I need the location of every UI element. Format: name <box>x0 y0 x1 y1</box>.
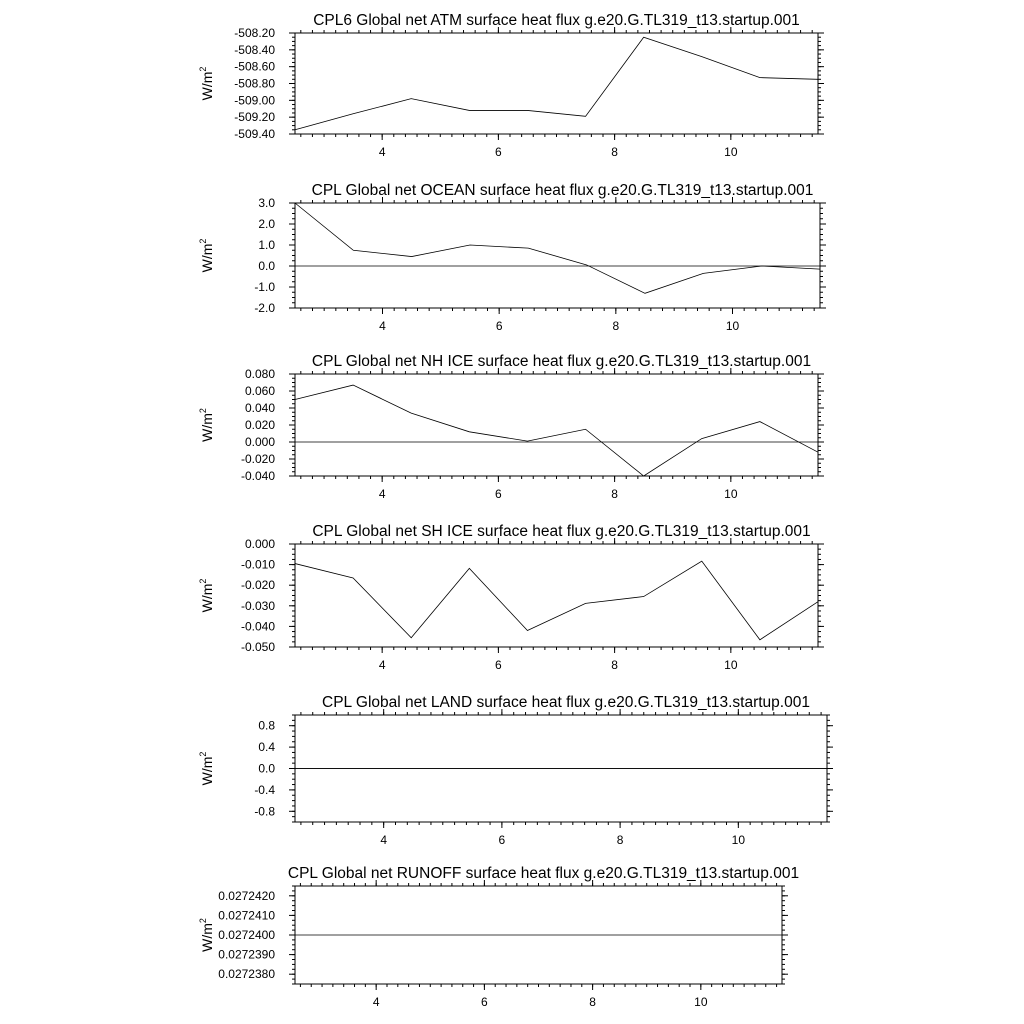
y-tick-label: 0.000 <box>244 435 275 449</box>
plot-frame <box>295 203 820 308</box>
data-series-line <box>295 385 818 476</box>
x-tick-label: 6 <box>495 487 502 501</box>
y-tick-label: -0.030 <box>240 598 275 613</box>
chart-title: CPL Global net OCEAN surface heat flux g.e20.G.TL319_t13.startup.001 <box>311 182 814 199</box>
y-axis-label: $W/m^2$ <box>198 751 215 786</box>
y-axis-label-superscript: 2 <box>198 918 208 924</box>
x-tick-label: 4 <box>380 833 388 847</box>
y-axis-label: $W/m^2$ <box>198 66 215 101</box>
y-tick-label: -0.050 <box>240 640 275 654</box>
x-tick-label: 4 <box>379 319 386 333</box>
y-tick-label: -0.8 <box>254 804 275 819</box>
y-tick-label: 0.0272420 <box>218 888 275 903</box>
plot-frame <box>295 544 818 647</box>
y-tick-label: -0.020 <box>240 578 275 593</box>
y-axis-label-superscript: 2 <box>198 66 208 72</box>
y-tick-label: -0.040 <box>240 619 275 634</box>
y-tick-label: 0.080 <box>244 367 275 381</box>
y-axis-label-superscript: 2 <box>198 578 208 584</box>
chart-panel-2 <box>198 182 826 333</box>
chart-panel-4 <box>198 523 824 672</box>
chart-panel-3 <box>198 353 824 501</box>
plot-frame <box>295 33 818 134</box>
x-tick-label: 10 <box>694 995 708 1009</box>
y-tick-label: -508.20 <box>234 26 275 40</box>
y-axis-label-superscript: 2 <box>198 408 208 414</box>
y-tick-label: 0.000 <box>244 537 275 551</box>
y-tick-label: -509.40 <box>234 127 275 141</box>
x-tick-label: 6 <box>495 658 502 672</box>
y-tick-label: 0.0 <box>258 259 275 273</box>
y-tick-label: 0.0272410 <box>218 908 275 923</box>
chart-panel-1 <box>198 12 824 159</box>
y-axis-label-superscript: 2 <box>198 751 208 757</box>
y-tick-label: 0.040 <box>244 401 275 415</box>
y-axis-label: $W/m^2$ <box>198 408 215 442</box>
x-tick-label: 8 <box>611 145 618 159</box>
x-tick-label: 6 <box>498 833 506 847</box>
y-tick-label: -508.80 <box>234 76 275 91</box>
y-axis-label: $W/m^2$ <box>198 238 215 273</box>
chart-title: CPL Global net SH ICE surface heat flux g.e20.G.TL319_t13.startup.001 <box>312 523 811 540</box>
chart-panel-6 <box>198 865 799 1009</box>
y-tick-label: 0.0 <box>258 761 275 776</box>
y-tick-label: -508.40 <box>234 42 275 57</box>
y-tick-label: -0.040 <box>240 469 275 483</box>
y-tick-label: -508.60 <box>234 59 275 74</box>
y-axis-label-superscript: 2 <box>198 238 208 244</box>
y-tick-label: 0.0272380 <box>218 967 275 982</box>
y-tick-label: 1.0 <box>258 238 275 252</box>
x-tick-label: 4 <box>378 145 386 159</box>
y-tick-label: -2.0 <box>254 301 275 315</box>
x-tick-label: 8 <box>589 995 596 1009</box>
x-tick-label: 6 <box>495 145 502 159</box>
x-tick-label: 8 <box>611 658 618 672</box>
data-series-line <box>295 203 820 293</box>
y-tick-label: 0.060 <box>244 384 275 398</box>
x-tick-label: 4 <box>378 487 386 501</box>
y-tick-label: 0.0272400 <box>218 928 275 942</box>
chart-title: CPL Global net NH ICE surface heat flux g.e20.G.TL319_t13.startup.001 <box>311 353 812 370</box>
data-series-line <box>295 37 818 130</box>
chart-panel-5 <box>198 694 833 847</box>
x-tick-label: 8 <box>616 833 624 847</box>
y-tick-label: 0.8 <box>258 718 275 733</box>
x-tick-label: 10 <box>724 487 738 501</box>
plot-frame <box>295 374 818 476</box>
chart-title: CPL Global net LAND surface heat flux g.e20.G.TL319_t13.startup.001 <box>322 694 810 711</box>
x-tick-label: 8 <box>612 319 620 333</box>
x-tick-label: 10 <box>725 319 740 333</box>
y-tick-label: 2.0 <box>258 217 275 231</box>
chart-title: CPL Global net RUNOFF surface heat flux g.e20.G.TL319_t13.startup.001 <box>287 865 800 882</box>
data-series-line <box>295 561 818 640</box>
y-tick-label: -0.020 <box>240 452 275 466</box>
x-tick-label: 10 <box>724 658 738 672</box>
y-tick-label: 0.4 <box>258 740 275 755</box>
y-tick-label: 3.0 <box>258 196 275 210</box>
x-tick-label: 10 <box>724 145 738 159</box>
chart-title: CPL6 Global net ATM surface heat flux g.e20.G.TL319_t13.startup.001 <box>313 12 800 29</box>
y-tick-label: -509.20 <box>234 110 275 125</box>
x-tick-label: 8 <box>611 487 618 501</box>
y-tick-label: -1.0 <box>254 280 275 294</box>
x-tick-label: 6 <box>481 995 488 1009</box>
y-axis-label: $W/m^2$ <box>198 578 215 613</box>
y-tick-label: -509.00 <box>234 93 275 108</box>
x-tick-label: 10 <box>731 833 746 847</box>
y-tick-label: -0.010 <box>240 557 275 572</box>
x-tick-label: 4 <box>372 995 380 1009</box>
y-axis-label: $W/m^2$ <box>198 918 215 952</box>
x-tick-label: 6 <box>495 319 503 333</box>
y-tick-label: 0.0272390 <box>218 947 275 962</box>
y-tick-label: 0.020 <box>244 418 275 432</box>
x-tick-label: 4 <box>378 658 386 672</box>
y-tick-label: -0.4 <box>254 782 275 797</box>
